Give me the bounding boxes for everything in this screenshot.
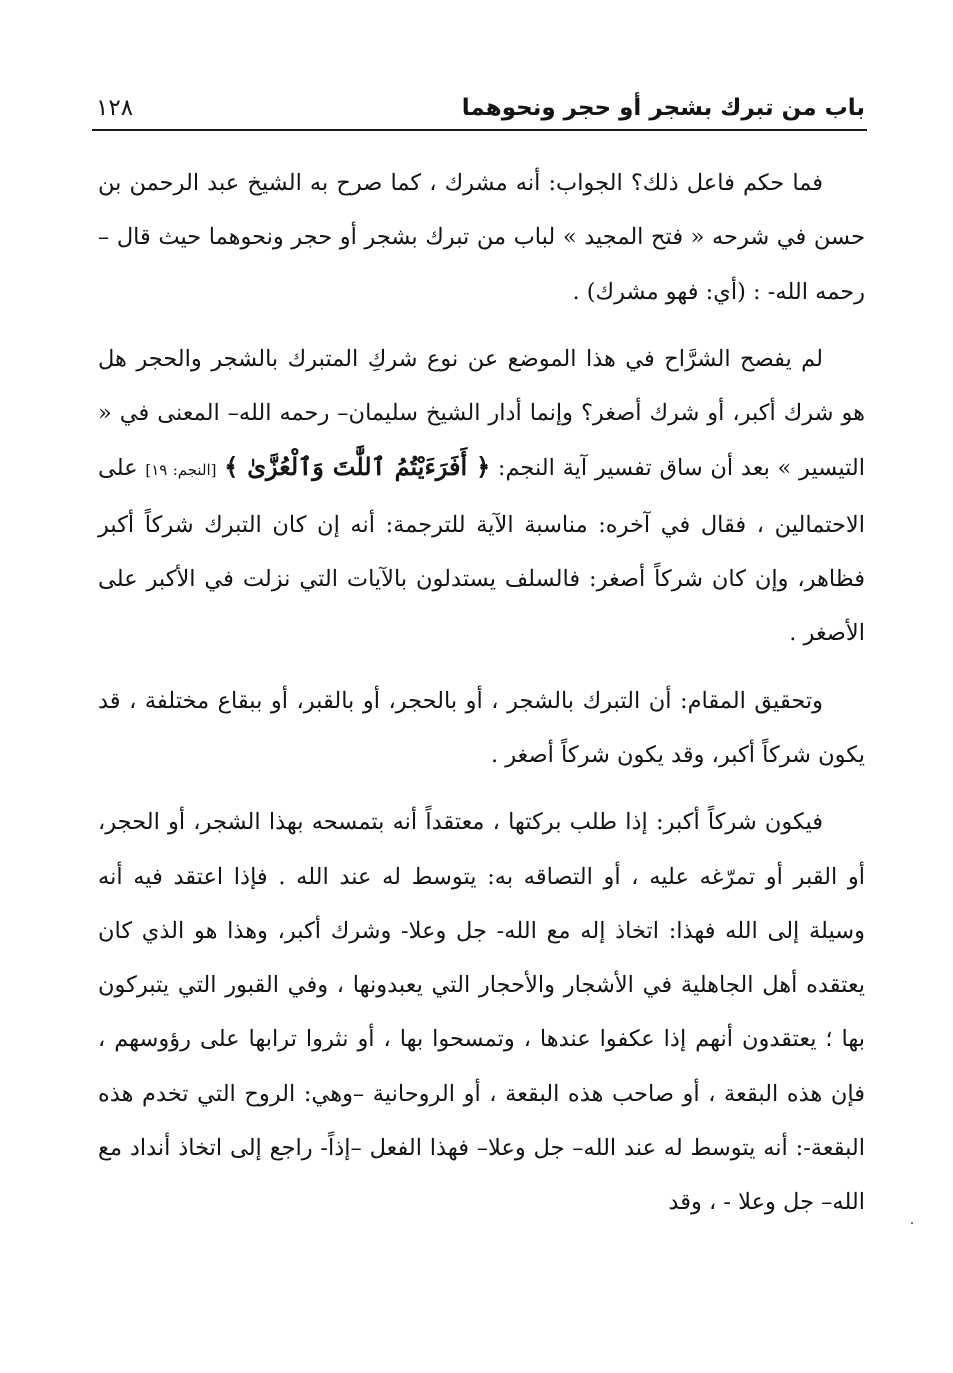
scan-speck (911, 1222, 913, 1224)
paragraph-verification: وتحقيق المقام: أن التبرك بالشجر ، أو بالحجر، أو بالقبر، أو ببقاع مختلفة ، قد يكون شركاً أكبر، وقد يكون شركاً أصغر . (98, 687, 865, 768)
page-header (96, 92, 865, 132)
paragraph-commentators (98, 332, 865, 661)
paragraph-commentators-continuation: على الاحتمالين ، فقال في آخره: مناسبة الآية للترجمة: أنه إن كان التبرك شركاً أكبر فظاهر، وإن كان شركاً أصغر: فالسلف يستدلون بالآيات التي نزلت في الأكبر على الأصغر . (98, 455, 865, 647)
paragraph-commentators-text: لم يفصح الشرَّاح في هذا الموضع عن نوع شركِ المتبرك بالشجر والحجر هل هو شرك أكبر، أو شرك أصغر؟ وإنما أدار الشيخ سليمان– رحمه الله– المعنى في « التيسير » بعد أن ساق تفسير آية النجم: (98, 345, 866, 482)
paragraph-ruling: فما حكم فاعل ذلك؟ الجواب: أنه مشرك ، كما صرح به الشيخ عبد الرحمن بن حسن في شرحه « فتح المجيد » لباب من تبرك بشجر أو حجر ونحوهما حيث قال –رحمه الله- : (أي: فهو مشرك) . (98, 170, 865, 305)
page-number: ١٢٨ (96, 95, 134, 121)
page-body (98, 156, 865, 1230)
verse-citation: [النجم: ١٩] (145, 461, 217, 480)
header-divider (92, 129, 867, 131)
running-title: باب من تبرك بشجر أو حجر ونحوهما (461, 95, 865, 121)
paragraph-major-shirk: فيكون شركاً أكبر: إذا طلب بركتها ، معتقداً أنه بتمسحه بهذا الشجر، أو الحجر، أو القبر أو تمرّغه عليه ، أو التصاقه به: يتوسط له عند الله . فإذا اعتقد فيه أنه وسيلة إلى الله فهذا: اتخاذ إله مع الله- جل وعلا- وشرك أكبر، وهذا هو الذي كان يعتقده أهل الجاهلية في الأشجار والأحجار التي يعبدونها ، وفي القبور التي يتبركون بها ؛ يعتقدون أنهم إذا عكفوا عندها ، وتمسحوا بها ، أو نثروا ترابها على رؤوسهم ، فإن هذه البقعة ، أو صاحب هذه البقعة ، أو الروحانية –وهي: الروح التي تخدم هذه البقعة-: أنه يتوسط له عند الله– جل وعلا– فهذا الفعل –إذاً- راجع إلى اتخاذ أنداد مع الله– جل وعلا - ، وقد (98, 809, 865, 1216)
quran-verse: ﴿ أَفَرَءَيْتُمُ ٱللَّٰتَ وَٱلْعُزَّىٰ ﴾ (224, 452, 491, 482)
